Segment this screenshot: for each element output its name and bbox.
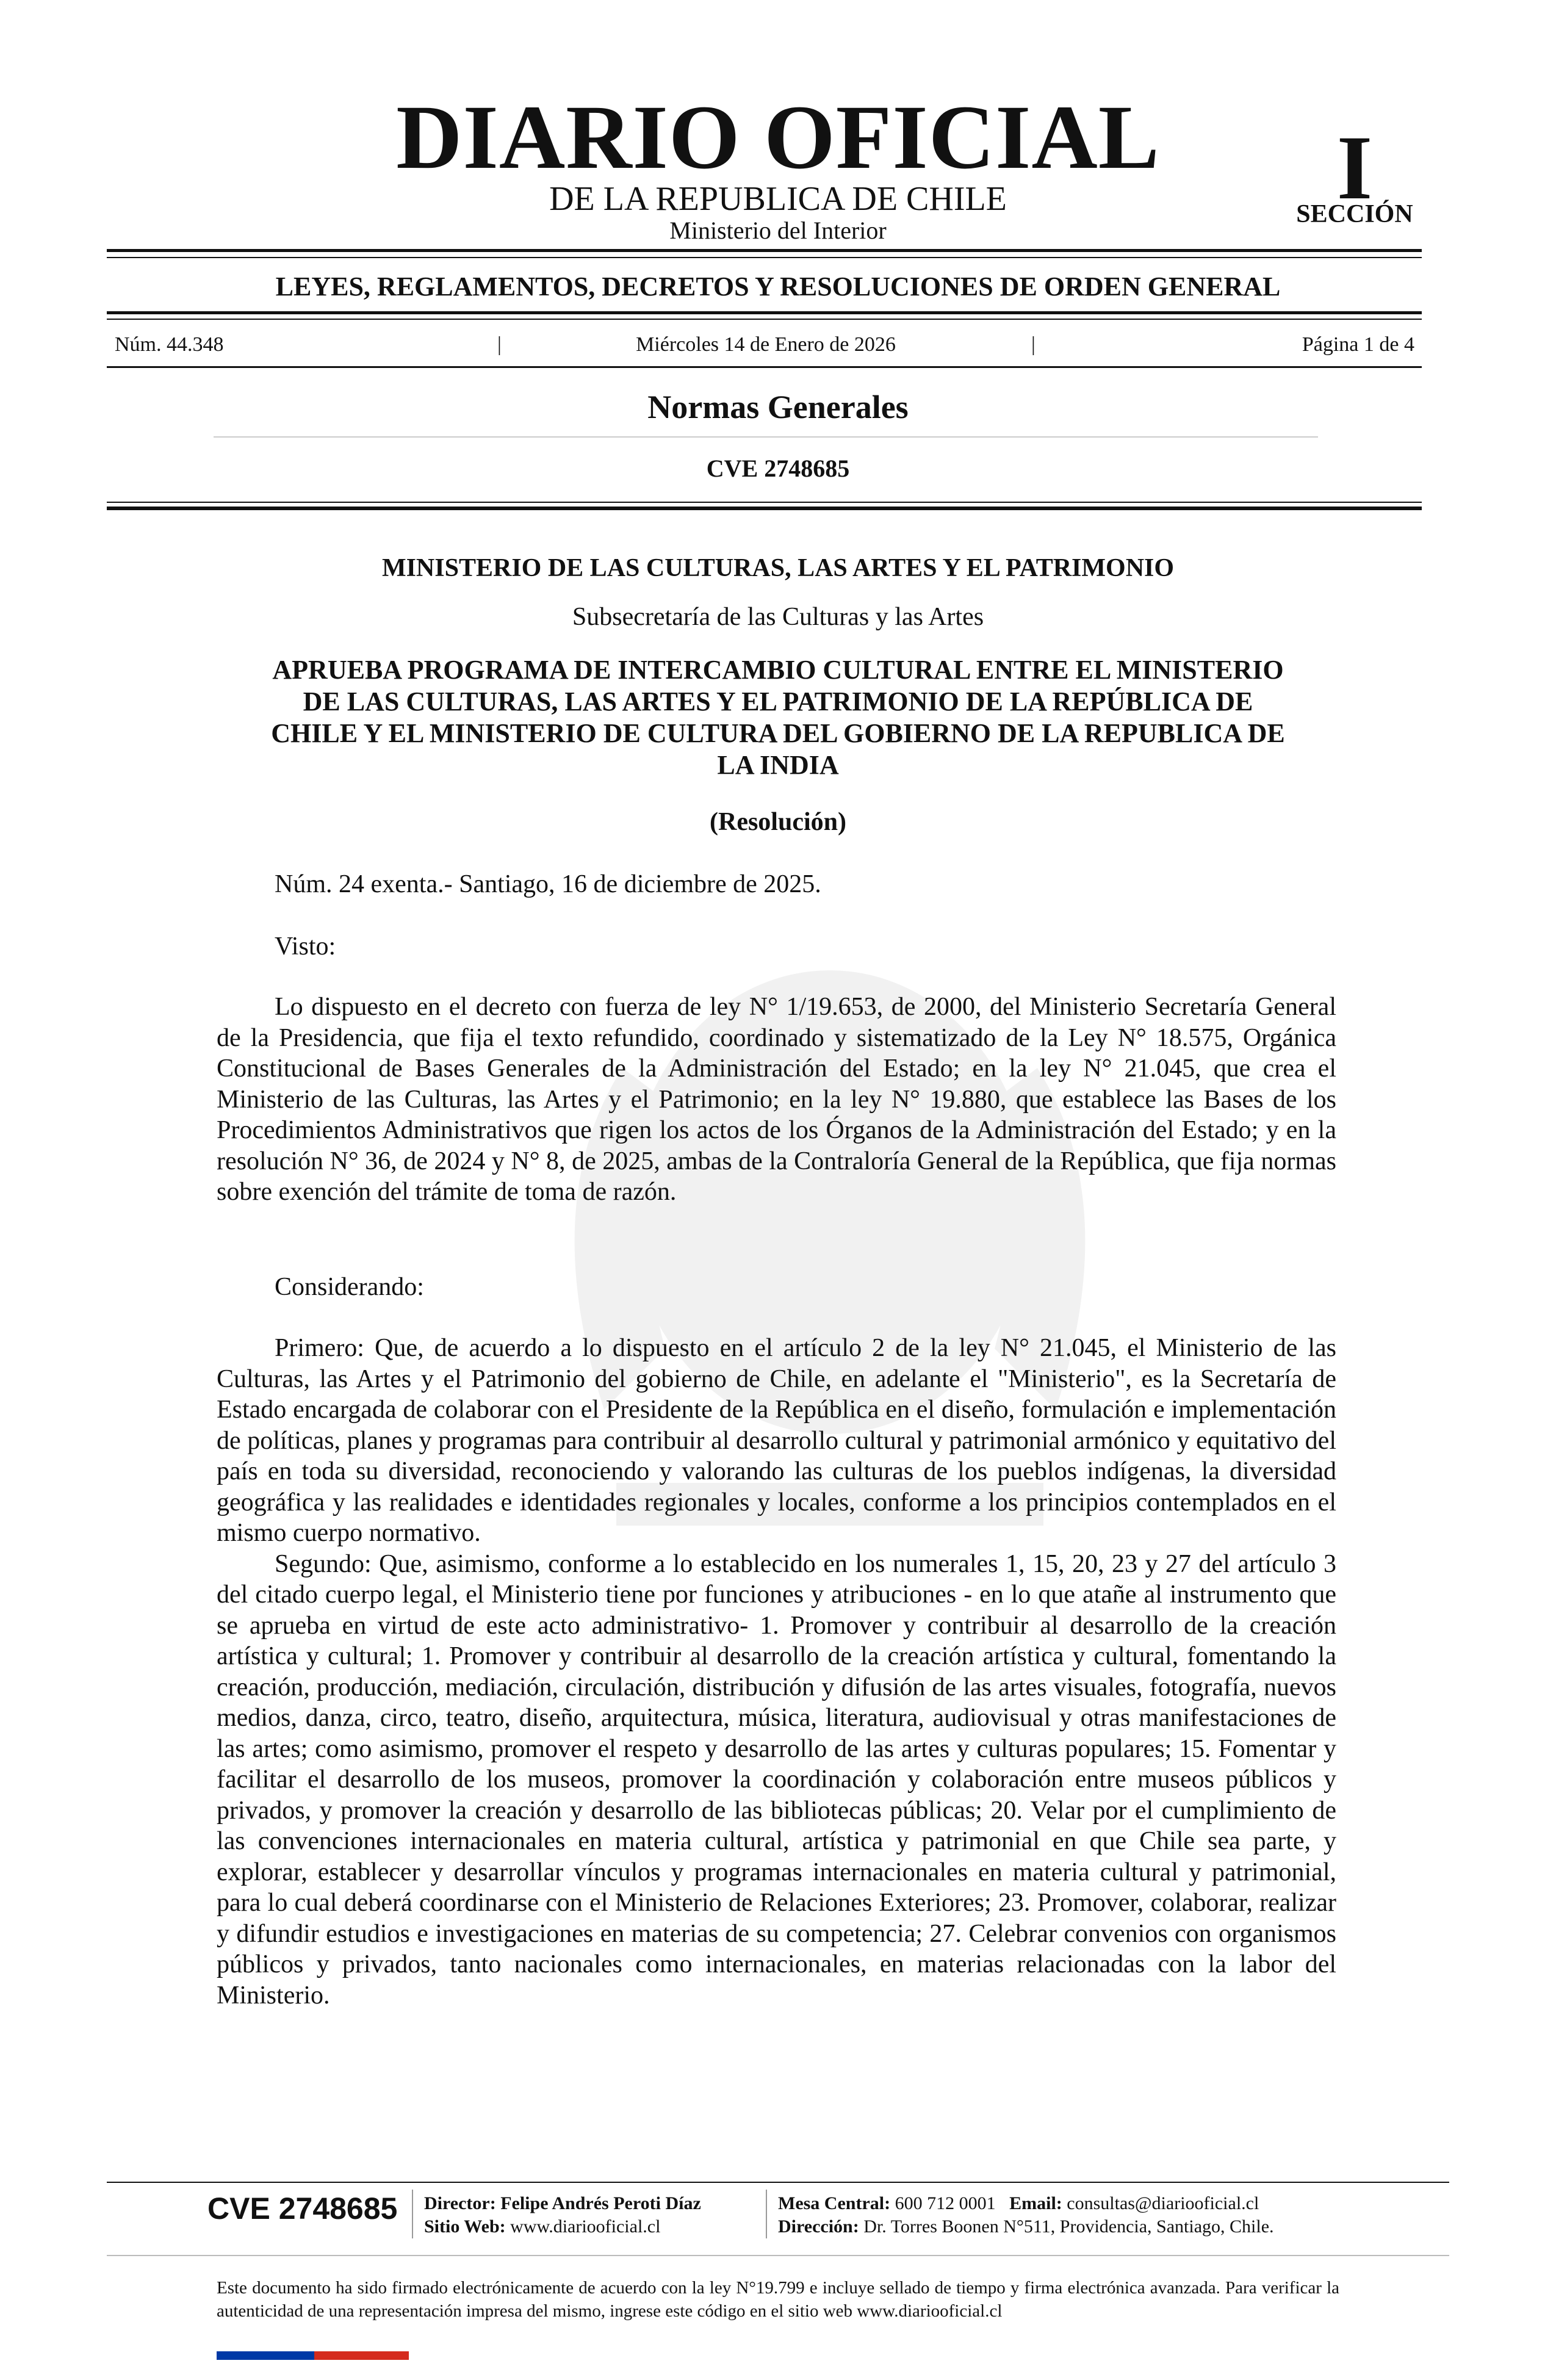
document-title	[207, 654, 1349, 781]
meta-separator: |	[497, 333, 502, 356]
document-title-line: DE LAS CULTURAS, LAS ARTES Y EL PATRIMONIO DE LA REPÚBLICA DE	[303, 687, 1253, 716]
resolution-number: Núm. 24 exenta.- Santiago, 16 de diciembre de 2025.	[275, 870, 821, 898]
considerando-label: Considerando:	[275, 1273, 424, 1301]
banner-rule-thin	[107, 319, 1422, 320]
cve-rule-thin	[107, 502, 1422, 503]
legal-notice: Este documento ha sido firmado electrónicamente de acuerdo con la ley N°19.799 e incluye sellado de tiempo y firma electrónica avanzada. Para verificar la autenticidad de una representación impresa del mismo, ingrese este código en el sitio web www.diariooficial.cl	[217, 2278, 1339, 2321]
heading-rule	[214, 436, 1318, 438]
director-name: Felipe Andrés Peroti Díaz	[500, 2193, 701, 2213]
masthead-ministry: Ministerio del Interior	[669, 217, 887, 244]
footer-rule	[107, 2182, 1449, 2183]
direccion-label: Dirección:	[778, 2216, 859, 2237]
meta-separator: |	[1031, 333, 1036, 356]
address: Dr. Torres Boonen N°511, Providencia, Santiago, Chile.	[863, 2216, 1274, 2237]
cve-rule-thick	[107, 507, 1422, 510]
footer-director	[424, 2192, 701, 2238]
masthead-rule-thick	[107, 249, 1422, 252]
footer-rule-bottom	[107, 2255, 1449, 2256]
issuing-ministry: MINISTERIO DE LAS CULTURAS, LAS ARTES Y EL PATRIMONIO	[381, 554, 1175, 582]
web-label: Sitio Web:	[424, 2216, 506, 2237]
mesa-phone: 600 712 0001	[895, 2193, 996, 2213]
flag-stripe-red	[314, 2351, 409, 2360]
document-title-line: CHILE Y EL MINISTERIO DE CULTURA DEL GOBIERNO DE LA REPUBLICA DE	[271, 718, 1285, 748]
considerando-paragraphs	[217, 1333, 1336, 2011]
document-type: (Resolución)	[710, 808, 846, 836]
footer-divider	[766, 2190, 767, 2238]
page-indicator: Página 1 de 4	[1302, 333, 1414, 356]
newspaper-subtitle: DE LA REPUBLICA DE CHILE	[549, 180, 1007, 218]
mesa-label: Mesa Central:	[778, 2193, 891, 2213]
section-label: SECCIÓN	[1296, 200, 1413, 228]
considerando-segundo: Segundo: Que, asimismo, conforme a lo establecido en los numerales 1, 15, 20, 23 y 27 del artículo 3 del citado cuerpo legal, el Ministerio tiene por funciones y atribuciones - en lo que atañe al instrumento que se aprueba en virtud de este acto administrativo- 1. Promover y contribuir al desarrollo de la creación artística y cultural; 1. Promover y contribuir al desarrollo de la creación artística y cultural, fomentando la creación, producción, mediación, circulación, distribución y difusión de las artes visuales, fotografía, nuevos medios, danza, circo, teatro, diseño, arquitectura, música, literatura, audiovisual y otras manifestaciones de las artes; como asimismo, promover el respeto y desarrollo de las artes y culturas populares; 15. Fomentar y facilitar el desarrollo de los museos, promover la coordinación y colaboración entre museos públicos y privados, y promover la creación y desarrollo de las bibliotecas públicas; 20. Velar por el cumplimiento de las convenciones internacionales en materia cultural, artística y patrimonial en que Chile sea parte, y explorar, establecer y desarrollar vínculos y programas internacionales en materia cultural y patrimonial, para lo cual deberá coordinarse con el Ministerio de Relaciones Exteriores; 23. Promover, colaborar, realizar y difundir estudios e investigaciones en materias de su competencia; 27. Celebrar convenios con organismos públicos y privados, tanto nacionales como internacionales, en materias relacionadas con la labor del Ministerio.	[217, 1549, 1336, 2010]
flag-stripe-blue	[217, 2351, 314, 2360]
issue-number: Núm. 44.348	[115, 333, 224, 356]
meta-rule	[107, 366, 1422, 368]
banner-rule-thick	[107, 311, 1422, 314]
section-banner: LEYES, REGLAMENTOS, DECRETOS Y RESOLUCIONES DE ORDEN GENERAL	[275, 272, 1281, 301]
footer-contact	[778, 2192, 1274, 2238]
visto-paragraph	[217, 992, 1336, 1208]
cve-code: CVE 2748685	[706, 455, 850, 482]
document-title-line: LA INDIA	[717, 750, 839, 780]
subsecretaria: Subsecretaría de las Culturas y las Artes	[572, 603, 984, 631]
considerando-primero: Primero: Que, de acuerdo a lo dispuesto en el artículo 2 de la ley N° 21.045, el Ministerio de las Culturas, las Artes y el Patrimonio del gobierno de Chile, en adelante el "Ministerio", es la Secretaría de Estado encargada de colaborar con el Presidente de la República en el diseño, formulación e implementación de políticas, planes y programas para contribuir al desarrollo cultural y patrimonial armónico y equitativo del país en toda su diversidad, reconociendo y valorando las culturas de los pueblos indígenas, la diversidad geográfica y las realidades e identidades regionales y locales, conforme a los principios contemplados en el mismo cuerpo normativo.	[217, 1334, 1336, 1547]
visto-label: Visto:	[275, 932, 336, 961]
email-link[interactable]: consultas@diariooficial.cl	[1067, 2193, 1259, 2213]
masthead-rule-thin	[107, 257, 1422, 258]
document-title-line: APRUEBA PROGRAMA DE INTERCAMBIO CULTURAL ENTRE EL MINISTERIO	[272, 655, 1284, 685]
newspaper-title: DIARIO OFICIAL	[396, 87, 1160, 188]
footer-divider	[412, 2190, 413, 2238]
section-heading: Normas Generales	[647, 389, 909, 425]
issue-date: Miércoles 14 de Enero de 2026	[636, 333, 896, 356]
visto-text: Lo dispuesto en el decreto con fuerza de ley N° 1/19.653, de 2000, del Ministerio Secretaría General de la Presidencia, que fija el texto refundido, coordinado y sistematizado de la Ley N° 18.575, Orgánica Constitucional de Bases Generales de la Administración del Estado; en la ley N° 21.045, que crea el Ministerio de las Culturas, las Artes y el Patrimonio; en la ley N° 19.880, que establece las Bases de los Procedimientos Administrativos que rigen los actos de los Órganos de la Administración del Estado; y en la resolución N° 36, de 2024 y N° 8, de 2025, ambas de la Contraloría General de la República, que fija normas sobre exención del trámite de toma de razón.	[217, 993, 1336, 1206]
director-label: Director:	[424, 2193, 496, 2213]
email-label: Email:	[1009, 2193, 1062, 2213]
website-link[interactable]: www.diariooficial.cl	[510, 2216, 661, 2237]
footer-cve-code: CVE 2748685	[207, 2191, 398, 2226]
section-number: I	[1336, 117, 1373, 218]
